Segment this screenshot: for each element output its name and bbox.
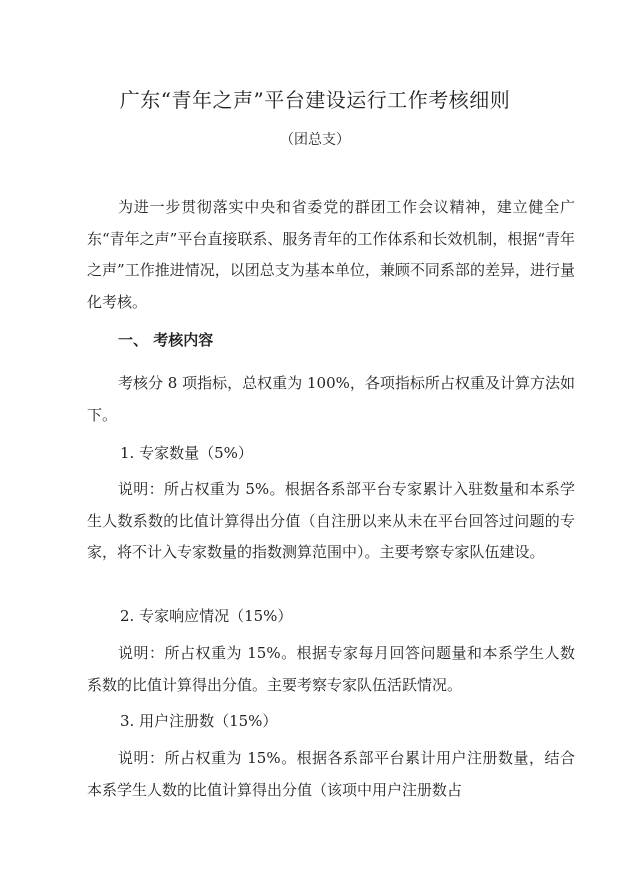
item-paragraph: 说明：所占权重为 15%。根据专家每月回答问题量和本系学生人数系数的比值计算得出分值。主要考察专家队伍活跃情况。 <box>87 644 575 694</box>
item-heading: 3. 用户注册数（15%） <box>120 712 278 730</box>
section-intro-paragraph: 考核分 8 项指标，总权重为 100%，各项指标所占权重及计算方法如下。 <box>87 374 575 424</box>
item-heading: 1. 专家数量（5%） <box>120 444 253 462</box>
item-heading: 2. 专家响应情况（15%） <box>120 607 293 625</box>
item-paragraph: 说明：所占权重为 15%。根据各系部平台累计用户注册数量，结合本系学生人数的比值计算得出分值（该项中用户注册数占 <box>87 749 575 799</box>
intro-paragraph: 为进一步贯彻落实中央和省委党的群团工作会议精神，建立健全广东“青年之声”平台直接联系、服务青年的工作体系和长效机制，根据“青年之声”工作推进情况，以团总支为基本单位，兼顾不同系部的差异，进行量化考核。 <box>87 198 576 311</box>
document-title: 广东“青年之声”平台建设运行工作考核细则 <box>119 88 511 112</box>
item-paragraph: 说明：所占权重为 5%。根据各系部平台专家累计入驻数量和本系学生人数系数的比值计算得出分值（自注册以来从未在平台回答过问题的专家，将不计入专家数量的指数测算范围中）。主要考察专家队伍建设。 <box>87 480 575 561</box>
section-heading: 一、 考核内容 <box>118 331 214 349</box>
document-subtitle: （团总支） <box>280 132 350 148</box>
